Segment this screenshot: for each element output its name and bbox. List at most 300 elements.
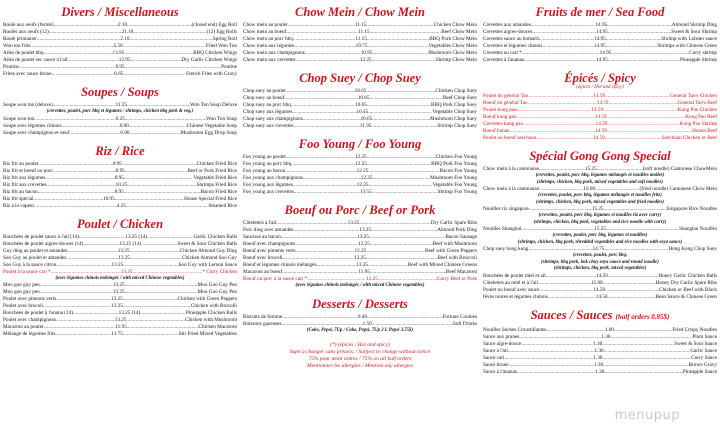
item-price: 1.30 (594, 347, 604, 354)
item-price: 13.25 (356, 262, 368, 268)
menu-item-row (483, 334, 717, 341)
item-price: 13.25 (118, 254, 130, 261)
section-title-text: Divers / Miscellaneous (61, 5, 179, 19)
item-name-fr: Crevettes kung pao (483, 121, 524, 127)
item-price: 16.00 (583, 186, 596, 192)
leader-dots (608, 100, 677, 107)
menu-item-row (483, 280, 717, 287)
item-price: 14.59 (595, 128, 607, 134)
item-price: 1.30 (593, 354, 603, 361)
item-price: 15.25 (591, 206, 604, 212)
leader-dots (602, 355, 691, 362)
item-price: 6.65 (114, 71, 124, 77)
item-name-fr: Riz frit spécial (3, 195, 34, 202)
item-name-en: Chicken with Green Peppers (177, 296, 237, 302)
menu-item-row (243, 220, 477, 227)
leader-dots (292, 109, 356, 116)
leader-dots (606, 43, 658, 50)
item-name-en: Shanghai Noodles (679, 226, 717, 232)
section-title (483, 149, 717, 163)
item-name-en: Kung Pao Beef (685, 114, 717, 120)
item-name-en: Bacon Fried Rice (200, 188, 237, 195)
item-price: 8.95 (114, 188, 124, 195)
menu-item-row (483, 166, 717, 173)
item-name-en: Plum Sauce (692, 333, 717, 340)
menu-item-row (483, 114, 717, 121)
item-name-en: Shrimp Chow Mein (435, 57, 477, 63)
item-price: 14.75 (592, 246, 605, 252)
item-price: 8.95 (114, 174, 124, 181)
leader-dots (124, 50, 193, 57)
menu-item-row (3, 324, 237, 331)
item-name-fr: Roulé aux oeufs (fermé) (3, 22, 54, 28)
item-price: 13.25 (114, 317, 127, 323)
item-name-en: (fried noodle) Cantonese Chow Mein (639, 186, 717, 192)
leader-dots (607, 114, 686, 121)
menu-item-row (3, 296, 237, 303)
item-name-en: Fried Won Ton (205, 43, 237, 49)
menu-item-row (483, 121, 717, 128)
menu-item-row (243, 22, 477, 29)
item-name-fr: Chop suey au porc bbq (243, 102, 291, 108)
item-name-en: Shrimps with Chinese Green (657, 43, 717, 49)
item-name-en: (closed end) Egg Roll (191, 22, 237, 28)
item-name-fr: fèves noires et légumes chinois (483, 293, 548, 300)
item-price: 15.25 (594, 226, 606, 232)
menu-item-row (3, 248, 237, 255)
section-title-text: Chow Mein / Chow Mein (295, 5, 425, 19)
menu-item-row (243, 321, 477, 328)
leader-dots (127, 102, 190, 109)
menu-item-row (483, 100, 717, 107)
leader-dots (519, 334, 601, 341)
item-name-fr: Macaroni au boeuf (243, 269, 283, 275)
leader-dots (607, 22, 672, 29)
section-title-extra: (half orders 0.85$) (615, 312, 670, 321)
leader-dots (129, 248, 179, 255)
menu-item-row (243, 88, 477, 95)
item-name-fr: Bouchées de poulet aigres-douces (14) (3, 240, 84, 247)
section-title-text: Boeuf ou Porc / Beef or Pork (284, 203, 436, 217)
footer-line: 75% pour demi ordres / 75% on all half orders (308, 356, 412, 362)
leader-dots (291, 102, 355, 109)
item-note: (crevettes, poulet, porc bbq et légumes / shrimps, chicken bbq pork & veg.) (46, 109, 194, 114)
leader-dots (125, 116, 206, 123)
item-name-fr: Nouilles riz singapore (483, 206, 529, 212)
item-name-fr: Poulet ou boeuf szechuan (483, 135, 537, 141)
item-name-fr: Moo goo guy pen (3, 282, 40, 288)
item-name-fr: Nouilles Seches Croustillantes (483, 326, 547, 333)
item-name-en: Chicken Chop Suey (435, 88, 477, 94)
menu-item-row (243, 95, 477, 102)
menu-item-row (243, 175, 477, 182)
menu-item-row (3, 168, 237, 175)
item-name-en: Szechuan Chicken or Beef (661, 135, 717, 141)
leader-dots (53, 102, 116, 109)
item-name-fr: Riz frit au poulet (3, 160, 39, 167)
menu-item-row (243, 123, 477, 130)
item-name-en: Vegetable Chop Suey (432, 109, 477, 115)
leader-dots (293, 182, 357, 189)
leader-dots (370, 241, 433, 248)
item-name-fr: Poulet du général Tao (483, 93, 529, 99)
leader-dots (367, 314, 443, 321)
item-name-en: Beef or Pork Fried Rice (187, 167, 237, 174)
item-name-en: Chicken Almond Guy Ding (179, 247, 237, 254)
leader-dots (285, 168, 356, 175)
menu-item-row (243, 182, 477, 189)
item-name-en: Brown Gravy (688, 361, 717, 368)
item-name-en: Beef Chow Mein (441, 29, 477, 35)
item-price: 6.00 (119, 122, 129, 129)
leader-dots (276, 220, 347, 227)
item-name-fr: Soo Guy au poulet et amandes (3, 254, 67, 261)
leader-dots (66, 255, 118, 262)
leader-dots (40, 282, 113, 289)
item-name-fr: Poulet kung pao (483, 107, 517, 113)
item-price: 10.65 (357, 95, 370, 101)
item-name-en: Chicken Fried Rice (196, 160, 237, 167)
menu-item-row (483, 206, 717, 213)
item-price: 14.95 (599, 50, 612, 56)
item-note: (crevettes, poulet, porc bbq, (572, 253, 628, 258)
menu-item-row (3, 241, 237, 248)
section-title-text: Chop Suey / Chop Suey (299, 71, 421, 85)
leader-dots (295, 241, 358, 248)
leader-dots (123, 262, 178, 269)
leader-dots (281, 321, 362, 328)
leader-dots (536, 135, 593, 142)
leader-dots (291, 161, 355, 168)
item-name-fr: Sauce à l'ail (483, 347, 508, 354)
item-price: 12.25 (354, 154, 367, 160)
menu-item-row (483, 294, 717, 301)
item-name-fr: Foo young aux crevettes (243, 189, 294, 195)
leader-dots (370, 95, 443, 102)
leader-dots (79, 234, 126, 241)
leader-dots (368, 168, 439, 175)
leader-dots (539, 36, 594, 43)
leader-dots (604, 206, 667, 213)
item-name-en: Chicken with Mushroom (185, 317, 237, 323)
item-name-fr: Poulet avec brocoli (3, 303, 44, 309)
item-price: 10.75 (355, 43, 368, 49)
leader-dots (73, 310, 119, 317)
footer-line: (*) (épicés / Hot and spicy) (329, 342, 391, 348)
item-name-fr: Chow mein aux crevettes (243, 57, 296, 63)
item-price: 13.25 (111, 303, 123, 309)
leader-dots (370, 29, 442, 36)
item-name-en: Hong Kong Chop Suey (668, 246, 717, 252)
item-name-fr: Biscuits de fortune (243, 313, 283, 320)
leader-dots (608, 273, 659, 280)
item-price: 13.25 (357, 234, 369, 240)
leader-dots (43, 303, 111, 310)
section-title-text: Épicés / Spicy (564, 71, 636, 85)
item-name-en: Hunan Beef (692, 128, 717, 134)
item-name-fr: Riz frit et boeuf ou porc (3, 167, 53, 174)
item-name-fr: Boeuf avec brocoli (243, 255, 283, 261)
leader-dots (517, 369, 596, 376)
leader-dots (368, 109, 432, 116)
item-name-en: Honey Dry Garlic Spare Ribs (655, 279, 717, 286)
item-price: 10.25 (115, 181, 128, 188)
leader-dots (125, 64, 222, 71)
leader-dots (316, 262, 356, 269)
menu-item-row (3, 29, 237, 36)
item-name-fr: Soupe avec légumes chinois (3, 122, 62, 129)
menu-item-row (3, 189, 237, 196)
leader-dots (293, 227, 359, 234)
menu-item-row (243, 109, 477, 116)
item-name-en: Bacon Foo Young (439, 168, 477, 174)
leader-dots (372, 321, 453, 328)
leader-dots (124, 175, 194, 182)
item-name-en: Dry Garlic Chicken Wings (181, 57, 237, 63)
item-price: 14.95 (596, 29, 608, 35)
item-price: 11.25 (115, 102, 128, 108)
leader-dots (140, 310, 186, 317)
leader-dots (132, 269, 202, 276)
item-name-fr: Chop suey aux champignons (243, 116, 303, 122)
menu-item-row (3, 43, 237, 50)
item-name-fr: Soupe won ton (deluxe) (3, 102, 53, 108)
item-name-en: Soo Guy with Lemon Sauce (178, 261, 237, 268)
leader-dots (122, 161, 197, 168)
item-name-fr: Chop suey au poulet (243, 88, 286, 94)
item-name-en: Beef with Green Peppers (424, 248, 477, 254)
menu-item-row (243, 36, 477, 43)
menu-item-row (243, 314, 477, 321)
item-price: 5.50 (113, 43, 123, 49)
item-name-en: Beef Chop Suey (442, 95, 477, 101)
leader-dots (371, 123, 437, 130)
item-name-fr: Ailes de poulet sec sauce à l'ail (3, 57, 68, 63)
item-name-fr: Roulé printanier (3, 36, 37, 42)
leader-dots (546, 327, 604, 334)
item-name-fr: Bouchées de poulet sauce à l'ail (14) (3, 233, 79, 240)
item-price: 11.15 (354, 22, 367, 28)
menu-item-row (243, 241, 477, 248)
item-name-en: Mushroom Chow Mein (428, 50, 477, 56)
leader-dots (539, 166, 585, 173)
leader-dots (366, 22, 433, 29)
item-note: (crevettes, poulet, porc bbq, légumes mélangés et nouilles molles) (535, 173, 665, 178)
item-price: 2.10 (120, 36, 130, 42)
leader-dots (595, 186, 639, 193)
item-price: 12.25 (360, 175, 373, 181)
menu-item-row (3, 50, 237, 57)
item-name-fr: Côtelettes au miel et à l'ail (483, 279, 538, 286)
item-name-en: House Special Fried Rice (184, 195, 237, 202)
item-name-en: Steamed Rice (208, 202, 237, 209)
leader-dots (34, 116, 115, 123)
leader-dots (603, 280, 656, 287)
item-name-en: (soft noodle) Cantonese ChowMein (642, 166, 717, 172)
leader-dots (539, 287, 593, 294)
section-title-text: Fruits de mer / Sea Food (535, 5, 665, 19)
item-price: 13.25 (14) (118, 310, 141, 316)
item-price: 11.15 (358, 29, 370, 35)
item-price: 14.95 (594, 43, 606, 49)
leader-dots (284, 95, 357, 102)
leader-dots (606, 226, 679, 233)
leader-dots (126, 203, 208, 210)
leader-dots (367, 36, 429, 43)
leader-dots (34, 196, 103, 203)
item-name-en: Chinese Vegetable Soup (186, 122, 237, 129)
menu-item-row (3, 282, 237, 289)
item-name-fr: Sauce cari (483, 354, 505, 361)
footer-gap (243, 334, 477, 342)
item-name-en: * Curry Chicken (202, 268, 237, 275)
leader-dots (123, 71, 186, 78)
item-price: 14.50 (595, 293, 608, 300)
item-name-en: Mushroom Foo Young (430, 175, 477, 181)
item-name-en: Singapore Rice Noodles (666, 206, 717, 212)
leader-dots (607, 121, 680, 128)
leader-dots (45, 175, 115, 182)
menu-item-row (3, 255, 237, 262)
section-title-text: Spécial Gong Gong Special (529, 149, 671, 163)
leader-dots (56, 317, 115, 324)
item-price: 8.95 (115, 167, 125, 174)
menu-item-row (483, 107, 717, 114)
item-name-fr: Sauce aigre-douce (483, 340, 522, 347)
item-price: 14.59 (593, 93, 606, 99)
menu-item-row (483, 369, 717, 376)
leader-dots (286, 88, 355, 95)
item-name-en: Vegetable Foo Young (432, 182, 477, 188)
section-title-text: Foo Young / Foo Young (298, 137, 422, 151)
menu-item-row (483, 36, 717, 43)
item-name-en: French Fries with Gravy (186, 71, 237, 77)
item-name-en: Chicken Foo Young (435, 154, 477, 160)
item-name-en: Chicken Macaroni (198, 324, 237, 330)
leader-dots (605, 287, 659, 294)
section-title (3, 217, 237, 231)
item-name-en: Vegetables Chow Mein (428, 43, 477, 49)
leader-dots (532, 29, 596, 36)
leader-dots (303, 175, 361, 182)
item-name-fr: Riz frit aux crevettes (3, 181, 47, 188)
item-name-en: Curry Sauce (691, 354, 717, 361)
leader-dots (127, 182, 196, 189)
item-name-fr: Chow mein au poulet (243, 22, 288, 28)
leader-dots (282, 269, 358, 276)
leader-dots (371, 227, 437, 234)
leader-dots (282, 255, 354, 262)
leader-dots (548, 294, 596, 301)
item-name-fr: Chow mein aux champignons (243, 50, 305, 56)
item-price: 14.59 (594, 114, 607, 120)
item-price: 4.25 (116, 202, 126, 209)
leader-dots (539, 186, 583, 193)
item-name-fr: Soupe won ton (3, 115, 35, 122)
leader-dots (34, 203, 116, 210)
leader-dots (528, 246, 592, 253)
menu-item-row (243, 262, 477, 269)
section-title (243, 297, 477, 311)
item-name-fr: Crevettes aigres-douces (483, 29, 533, 35)
section-title (483, 308, 717, 324)
item-name-fr: Porc ding avec amandes (243, 227, 294, 233)
item-name-fr: Boeuf du général Tao (483, 100, 528, 106)
item-price: 8.95 (115, 64, 125, 70)
menu-item-row (483, 93, 717, 100)
menu-item-row (483, 22, 717, 29)
item-name-en: Honey Garlic Chicken Balls (658, 272, 717, 279)
leader-dots (294, 43, 355, 50)
menu-item-row (483, 128, 717, 135)
item-price: 13.55 (359, 189, 372, 195)
section-title (483, 5, 717, 19)
leader-dots (130, 130, 181, 137)
item-name-fr: Riz frit aux légumes (3, 174, 46, 181)
footer-line: Mentionner les allergies / Mention any allergies (307, 363, 413, 369)
item-price: 13.25 (112, 282, 125, 288)
menu-item-row (3, 317, 237, 324)
item-note: (Coke, Pepsi, 7Up / Coke, Pepsi, 7Up 2 L Pepsi 3.75$) (306, 327, 413, 333)
menu-item-row (243, 227, 477, 234)
leader-dots (367, 161, 431, 168)
item-name-en: Shrimp with Lobster sauce (661, 36, 717, 42)
item-name-en: Garlic Sauce (690, 347, 717, 354)
leader-dots (141, 241, 177, 248)
leader-dots (522, 50, 600, 57)
item-name-en: Soft Drinks (452, 320, 477, 327)
leader-dots (610, 334, 692, 341)
leader-dots (127, 324, 199, 331)
leader-dots (56, 296, 111, 303)
leader-dots (303, 116, 361, 123)
menu-item-row (3, 303, 237, 310)
item-name-fr: Crevettes et légumes chinois (483, 43, 543, 49)
menu-item-row (3, 64, 237, 71)
menu-item-row (3, 234, 237, 241)
leader-dots (123, 331, 179, 338)
leader-dots (130, 57, 181, 64)
item-name-en: Kung Pao Chicken (677, 107, 717, 113)
item-name-en: Sweet & Sour Chicken Balls (177, 240, 237, 247)
menu-item-row (483, 50, 717, 57)
section-title (243, 137, 477, 151)
leader-dots (508, 348, 595, 355)
leader-dots (43, 324, 115, 331)
item-name-fr: Chow mein au porc bbq (243, 36, 293, 42)
item-price: 10.65 (354, 88, 367, 94)
leader-dots (608, 29, 672, 36)
item-name-fr: Chop suey hong kong (483, 246, 529, 252)
menu-item-row (3, 22, 237, 29)
item-price: 13.25 (358, 241, 370, 247)
item-name-en: General Tao's Chicken (670, 93, 717, 99)
item-price: 11.15 (355, 36, 367, 42)
leader-dots (602, 341, 674, 348)
item-price: 14.59 (595, 121, 608, 127)
item-price: 1.50 (362, 320, 372, 327)
leader-dots (296, 57, 360, 64)
item-note: (shrimps, chicken, bbq pork, mixed vegetables and soft noodles) (537, 179, 663, 185)
menu-item-row (483, 57, 717, 64)
item-name-fr: Côtelettes à l'ail (243, 220, 277, 226)
leader-dots (372, 175, 430, 182)
item-price: 6.00 (120, 129, 130, 136)
leader-dots (504, 355, 593, 362)
section-title (3, 85, 237, 99)
item-name-fr: Foo young au bacon (243, 168, 286, 174)
item-price: 6.25 (115, 115, 125, 122)
